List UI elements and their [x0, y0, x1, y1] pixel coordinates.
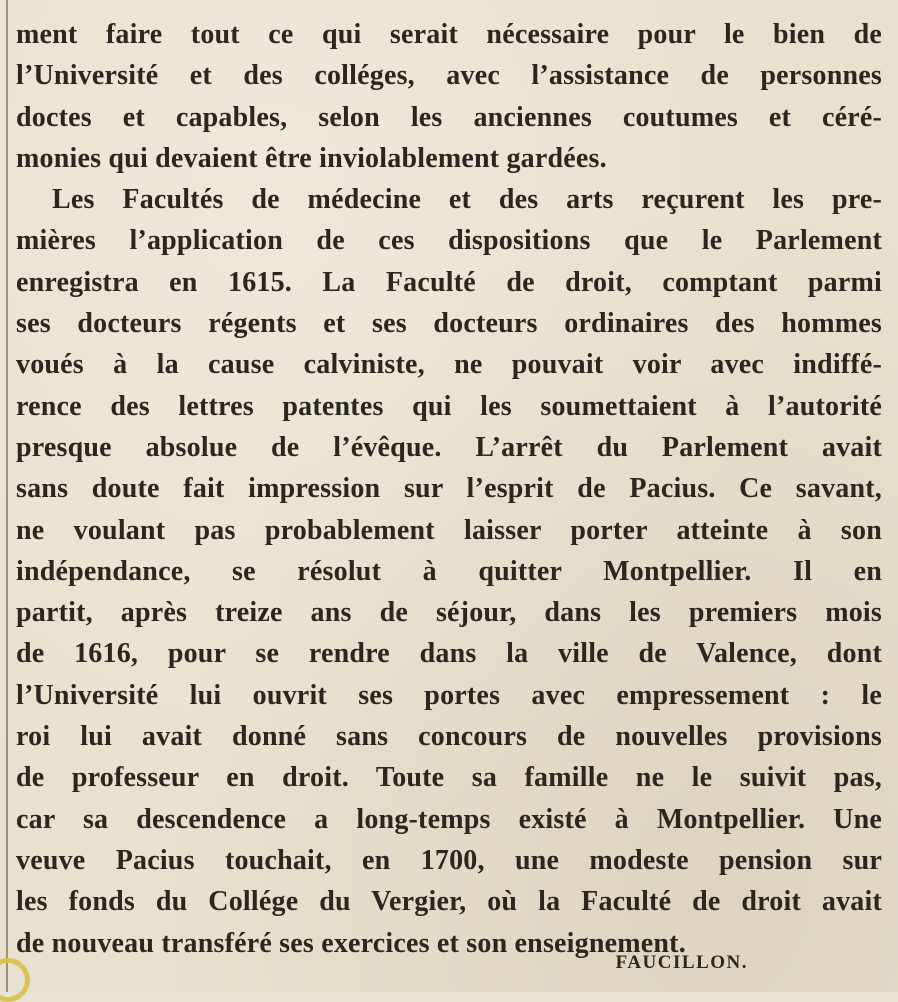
text-line: roi lui avait donné sans concours de nouvelles provisions	[16, 721, 882, 753]
binder-ring-icon	[0, 958, 30, 1002]
text-line: ses docteurs régents et ses docteurs ordinaires des hommes	[16, 308, 882, 340]
text-line: mières l’application de ces dispositions que le Parlement	[16, 225, 882, 257]
text-line: les fonds du Collége du Vergier, où la Faculté de droit avait	[16, 886, 882, 918]
text-line: sans doute fait impression sur l’esprit de Pacius. Ce savant,	[16, 473, 882, 505]
text-line: monies qui devaient être inviolablement gardées.	[16, 142, 607, 174]
text-line: rence des lettres patentes qui les soumettaient à l’autorité	[16, 390, 882, 422]
text-line: enregistra en 1615. La Faculté de droit, comptant parmi	[16, 266, 882, 298]
text-line: de professeur en droit. Toute sa famille ne le suivit pas,	[16, 762, 882, 794]
text-line: doctes et capables, selon les anciennes coutumes et céré-	[16, 101, 882, 133]
text-line: car sa descendence a long-temps existé à Montpellier. Une	[16, 803, 882, 835]
text-line: l’Université lui ouvrit ses portes avec empressement : le	[16, 679, 882, 711]
text-line: de 1616, pour se rendre dans la ville de Valence, dont	[16, 638, 882, 670]
text-line: indépendance, se résolut à quitter Montpellier. Il en	[16, 555, 882, 587]
text-line: partit, après treize ans de séjour, dans les premiers mois	[16, 597, 882, 629]
text-line: voués à la cause calviniste, ne pouvait voir avec indiffé-	[16, 349, 882, 381]
text-line: l’Université et des colléges, avec l’assistance de personnes	[16, 60, 882, 92]
column-rule	[6, 0, 8, 992]
text-line: ne voulant pas probablement laisser porter atteinte à son	[16, 514, 882, 546]
article-body	[16, 14, 882, 964]
text-line: presque absolue de l’évêque. L’arrêt du Parlement avait	[16, 431, 882, 463]
text-line: de nouveau transféré ses exercices et son enseignement.	[16, 927, 686, 959]
text-line: Les Facultés de médecine et des arts reçurent les pre-	[52, 184, 882, 216]
text-line: veuve Pacius touchait, en 1700, une modeste pension sur	[16, 844, 882, 876]
author-signature: FAUCILLON.	[615, 952, 748, 973]
text-line: ment faire tout ce qui serait nécessaire pour le bien de	[16, 19, 882, 50]
